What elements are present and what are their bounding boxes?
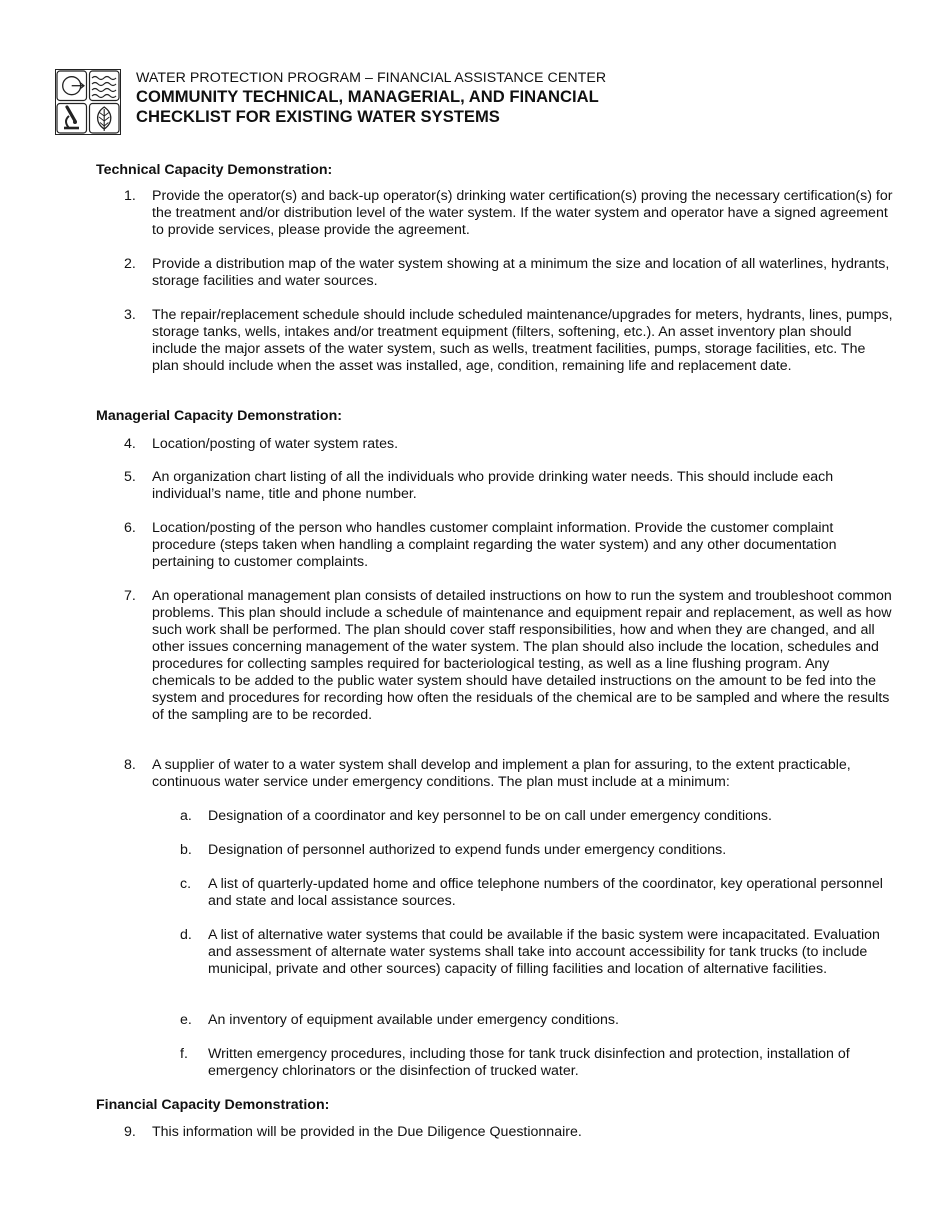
item-number: 3. <box>124 307 136 323</box>
document-title-line-2: CHECKLIST FOR EXISTING WATER SYSTEMS <box>136 106 500 126</box>
sub-item-text: Designation of a coordinator and key personnel to be on call under emergency conditions. <box>208 808 772 824</box>
item-number: 9. <box>124 1124 136 1140</box>
water-waves-icon <box>90 71 120 101</box>
item-text: This information will be provided in the Due Diligence Questionnaire. <box>152 1124 582 1140</box>
managerial-heading: Managerial Capacity Demonstration: <box>96 408 342 424</box>
sub-item-text: Designation of personnel authorized to expend funds under emergency conditions. <box>208 842 727 858</box>
sub-item-text: An inventory of equipment available under emergency conditions. <box>208 1012 619 1028</box>
agency-logo <box>55 69 121 135</box>
sub-item-text: A list of alternative water systems that could be available if the basic system were incapacitated. Evaluation and assessment of alternate water systems shall take into account accessibility for tank trucks (to include municipal, private and other sources) capacity of filling facilities and location of alternative facilities. <box>208 927 880 977</box>
item-number: 8. <box>124 757 136 773</box>
item-number: 5. <box>124 469 136 485</box>
item-number: 7. <box>124 588 136 604</box>
item-number: 4. <box>124 436 136 452</box>
document-title-line-1: COMMUNITY TECHNICAL, MANAGERIAL, AND FINANCIAL <box>136 87 599 106</box>
sub-item-letter: d. <box>180 927 192 943</box>
item-text: A supplier of water to a water system shall develop and implement a plan for assuring, to the extent practicable, continuous water service under emergency conditions. The plan must include at a minimum: <box>152 757 851 790</box>
item-number: 1. <box>124 188 136 204</box>
agency-line: WATER PROTECTION PROGRAM – FINANCIAL ASSISTANCE CENTER <box>136 70 607 86</box>
sub-item-letter: e. <box>180 1012 192 1028</box>
item-text: Location/posting of the person who handles customer complaint information. Provide the customer complaint procedure (steps taken when handling a complaint regarding the water system) and any other documentation pertaining to customer complaints. <box>152 520 837 570</box>
sub-item-text: Written emergency procedures, including those for tank truck disinfection and protection, installation of emergency chlorinators or the disinfection of trucked water. <box>208 1046 850 1079</box>
item-number: 2. <box>124 256 136 272</box>
sub-item-letter: c. <box>180 876 192 892</box>
item-text: The repair/replacement schedule should include scheduled maintenance/upgrades for meters, hydrants, lines, pumps, storage tanks, wells, intakes and/or treatment equipment (filters, softening, etc.). An asset inventory plan should include the major assets of the water system, such as wells, treatment facilities, pumps, storage facilities, etc. The plan should include when the asset was installed, age, condition, remaining life and replacement date. <box>152 307 893 374</box>
item-text: An operational management plan consists of detailed instructions on how to run the system and troubleshoot common problems. This plan should include a schedule of maintenance and equipment repair and replacement, as well as how such work shall be performed. The plan should cover staff responsibilities, how and when they are changed, and all other issues concerning management of the water system. The plan should also include the location, schedules and procedures for collecting samples required for bacteriological testing, as well as a line flushing program. Any chemicals to be added to the public water system should have detailed instructions on the amount to be fed into the system and procedures for recording how often the residuals of the chemical are to be sampled and where the results of the sampling are to be recorded. <box>152 588 892 723</box>
sub-item-letter: f. <box>180 1046 188 1062</box>
microscope-icon <box>57 104 87 134</box>
technical-heading: Technical Capacity Demonstration: <box>96 162 333 178</box>
sub-item-text: A list of quarterly-updated home and office telephone numbers of the coordinator, key operational personnel and state and local assistance sources. <box>208 876 883 909</box>
item-text: Provide a distribution map of the water system showing at a minimum the size and location of all waterlines, hydrants, storage facilities and water sources. <box>152 256 890 289</box>
financial-heading: Financial Capacity Demonstration: <box>96 1097 330 1113</box>
item-text: Provide the operator(s) and back-up operator(s) drinking water certification(s) proving the necessary certification(s) for the treatment and/or distribution level of the water system. If the water system and operator have a signed agreement to provide services, please provide the agreement. <box>152 188 893 238</box>
leaf-icon <box>90 104 120 134</box>
item-text: An organization chart listing of all the individuals who provide drinking water needs. This should include each individual’s name, title and phone number. <box>152 469 834 502</box>
sun-icon <box>57 71 87 101</box>
sub-item-letter: b. <box>180 842 192 858</box>
item-number: 6. <box>124 520 136 536</box>
document-header <box>136 69 606 126</box>
sub-item-letter: a. <box>180 808 192 824</box>
item-text: Location/posting of water system rates. <box>152 436 399 452</box>
